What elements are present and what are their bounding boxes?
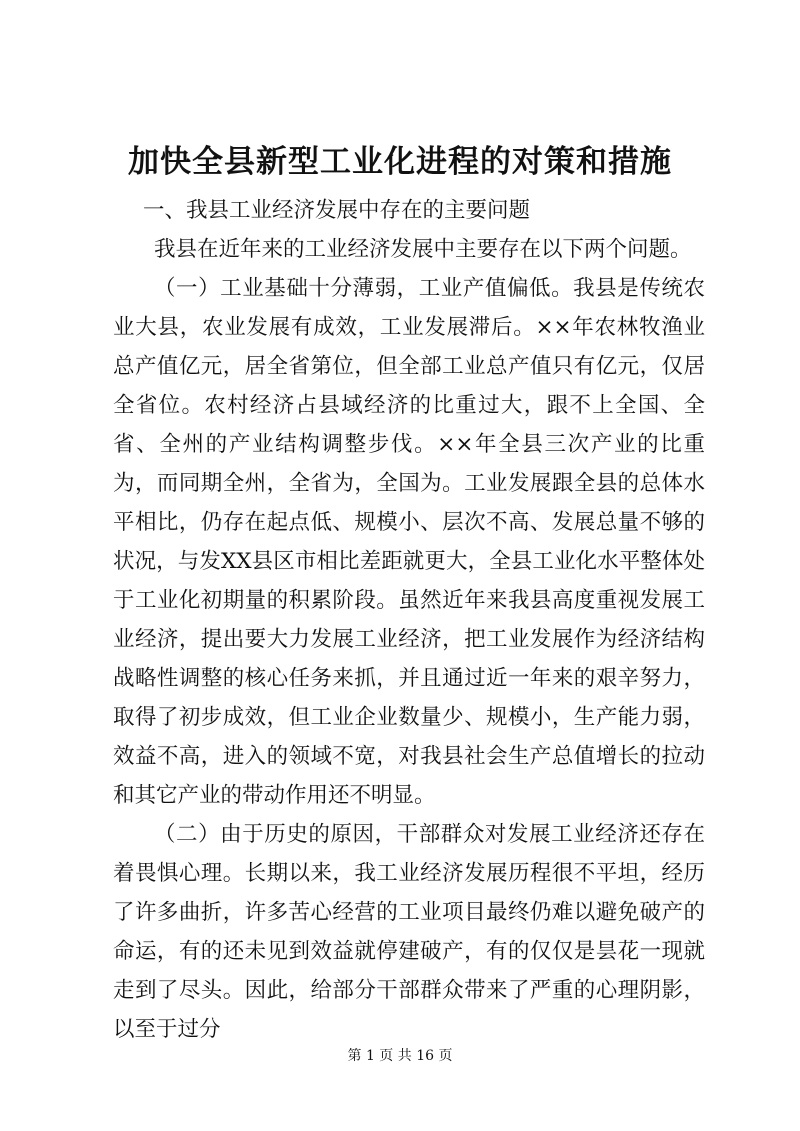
document-body — [113, 191, 705, 1049]
paragraph-problem-2: （二）由于历史的原因，干部群众对发展工业经济还存在着畏惧心理。长期以来，我工业经济发展历程很不平坦，经历了许多曲折，许多苦心经营的工业项目最终仍难以避免破产的命运，有的还未见到效益就停建破产，有的仅仅是昙花一现就走到了尽头。因此，给部分干部群众带来了严重的心理阴影，以至于过分 — [113, 822, 705, 1042]
paragraph-problem-1: （一）工业基础十分薄弱，工业产值偏低。我县是传统农业大县，农业发展有成效，工业发展滞后。××年农林牧渔业总产值亿元，居全省第位，但全部工业总产值只有亿元，仅居全省位。农村经济占县域经济的比重过大，跟不上全国、全省、全州的产业结构调整步伐。××年全县三次产业的比重为，而同期全州，全省为，全国为。工业发展跟全县的总体水平相比，仍存在起点低、规模小、层次不高、发展总量不够的状况，与发XX县区市相比差距就更大，全县工业化水平整体处于工业化初期量的积累阶段。虽然近年来我县高度重视发展工业经济，提出要大力发展工业经济，把工业发展作为经济结构战略性调整的核心任务来抓，并且通过近一年来的艰辛努力，取得了初步成效，但工业企业数量少、规模小，生产能力弱，效益不高，进入的领域不宽，对我县社会生产总值增长的拉动和其它产业的带动作用还不明显。 — [113, 276, 705, 808]
paragraph-intro: 我县在近年来的工业经济发展中主要存在以下两个问题。 — [154, 237, 692, 262]
section-heading: 一、我县工业经济发展中存在的主要问题 — [143, 198, 531, 223]
page-footer: 第 1 页 共 16 页 — [347, 1048, 453, 1064]
document-title: 加快全县新型工业化进程的对策和措施 — [128, 144, 672, 180]
